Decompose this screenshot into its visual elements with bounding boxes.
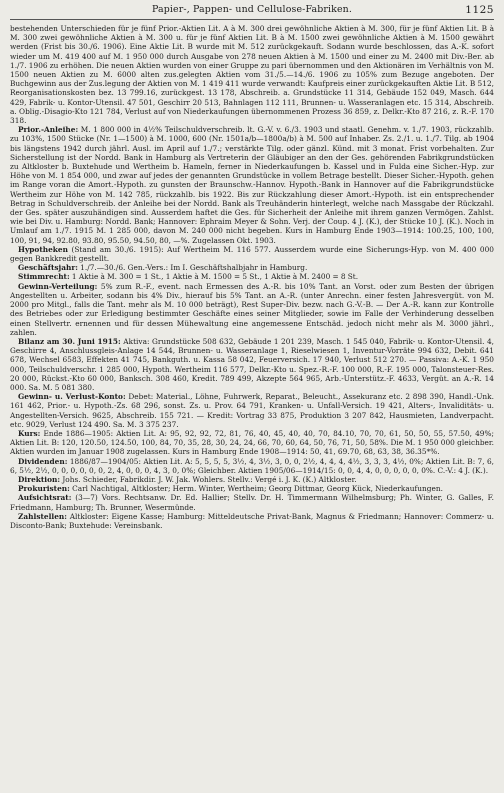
paragraph-prior-anleihe (10, 125, 494, 245)
document-page (0, 3, 504, 793)
paragraph-gewinn-verteilung (10, 282, 494, 337)
paragraph-text: Johs. Schieder, Fabrikdir. J. W. Jak. Wohlers. Stellv.: Vergé i. J. K. (K.) Altkloster. (62, 474, 357, 484)
paragraph-text: Carl Nachtigal, Altkloster; Herm. Winter, Wertheim; Georg Dittmar, Georg Kück, Niederkaufungen. (72, 484, 443, 494)
paragraph-keyword: Gewinn-Verteilung: (18, 281, 98, 291)
paragraph-text: (Stand am 30./6. 1915): Auf Wertheim M. 116 577. Ausserdem wurde eine Sicherungs-Hyp. von M. 400 000 gegen Bankkredit gestellt. (10, 244, 494, 264)
paragraph-hypotheken (10, 245, 494, 263)
paragraph-geschaeftsjahr (10, 263, 494, 272)
paragraph-bilanz (10, 337, 494, 392)
paragraph-direktion (10, 475, 494, 484)
paragraph-zahlstellen (10, 512, 494, 530)
paragraph-text: 1./7.—30./6. Gen.-Vers.: Im I. Geschäftshalbjahr in Hamburg. (80, 263, 308, 273)
paragraph-capital-history (10, 24, 494, 125)
paragraph-text: (3—7) Vors. Rechtsanw. Dr. Ed. Hallier; Stellv. Dr. H. Timmermann Wilhelmsburg; Ph. Winter, G. Galles, F. Friedmann, Hamburg; Th. Brunner, Wesermünde. (10, 493, 494, 512)
body-text (10, 24, 494, 530)
paragraph-keyword: Zahlstellen: (18, 511, 67, 521)
paragraph-text: 1886/87—1904/05: Aktien Lit. A: 5, 5, 5, 5, 3½, 4, 3½, 3, 0, 0, 2½, 4, 4, 4, 4½, 3, 3, 3, 4½, 0%; Aktien Lit. B: 7, 6, 6, 5½, 2½, 0, 0, 0, 0, 0, 0, 2, 4, 0, 0, 0, 4, 3, 0, 0%; Gleichber. Aktien 1905/06—1914/15: 0, 0, 4, 4, 0, 0, 0, 0, 0, 0%. C.-V.: 4 J. (K.). (10, 456, 494, 475)
paragraph-text: 5% zum R.-F., event. nach Ermessen des A.-R. bis 10% Tant. an Vorst. oder zum Besten der übrigen Angestellten u. Arbeiter, sodann bis 4% Div., hierauf bis 5% Tant. an A.-R. (unter Anrechn. einer festen Jahresvergüt. von M. 2000 pro Mitgl., falls die Tant. mehr als M. 10 000 beträgt), Rest Super-Div. bezw. nach G.-V.-B. — Der A.-R. kann zur Kontrolle des Betriebes oder zur Erledigung bestimmter Geschäfte eines seiner Mitglieder, sowie im Falle der Verhinderung desselben einen Stellvertr. ernennen und für dessen Mühewaltung eine angemessene Entschäd. jedoch nicht mehr als M. 3000 jährl., zahlen. (10, 281, 494, 337)
paragraph-keyword: Prokuristen: (18, 484, 70, 494)
paragraph-text: Ende 1886—1905: Aktien Lit. A: 95, 92, 92, 72, 81, 76, 40, 45, 40, 40, 70, 84.10, 70, 70, 61, 50, 50, 55, 57.50, 49%; Aktien Lit. B: 120, 120.50, 124.50, 100, 84, 70, 35, 28, 30, 24, 24, 66, 70, 60, 64, 50, 76, 71, 50, 58%. Die M. 1 950 000 gleichber. Aktien wurden im Januar 1908 zugelassen. Kurs in Hamburg Ende 1908—1914: 50, 41, 69.70, 68, 63, 38, 36.35*%. (10, 428, 494, 457)
paragraph-aufsichtsrat (10, 493, 494, 511)
paragraph-keyword: Hypotheken (18, 244, 68, 254)
paragraph-keyword: Geschäftsjahr: (18, 263, 78, 273)
paragraph-gewinn-verlust (10, 392, 494, 429)
page-number: 1125 (465, 4, 494, 16)
paragraph-text: Altkloster: Eigene Kasse; Hamburg: Mitteldeutsche Privat-Bank, Magnus & Friedmann; Hannover: Commerz- u. Disconto-Bank; Buxtehude: Vereinsbank. (10, 511, 494, 530)
paragraph-keyword: Aufsichtsrat: (18, 493, 72, 503)
paragraph-keyword: Bilanz am 30. Juni 1915: (18, 336, 121, 346)
paragraph-keyword: Direktion: (18, 474, 61, 484)
paragraph-keyword: Stimmrecht: (18, 272, 70, 282)
paragraph-stimmrecht (10, 272, 494, 281)
paragraph-keyword: Gewinn- u. Verlust-Konto: (18, 392, 126, 402)
paragraph-keyword: Dividenden: (18, 456, 68, 466)
running-header (10, 3, 494, 20)
paragraph-text: bestehenden Unterschieden für je fünf Prior.-Aktien Lit. A à M. 300 drei gewöhnliche Aktien à M. 300, für je fünf Aktien Lit. B à M. 300 zwei gewöhnliche Aktien à M. 300 u. für je fünf Aktien Lit. B à M. 1500 zwei gewöhnliche Aktien à M. 1500 gewährt werden (Frist bis 30./6. 1906). Eine Aktie Lit. B wurde mit M. 512 zurückgekauft. Sodann wurde beschlossen, das A.-K. sofort wieder um M. 419 400 auf M. 1 950 000 durch Ausgabe von 278 neuen Aktien à M. 1500 und einer zu M. 2400 mit Div.-Ber. ab 1./7. 1906 zu erhöhen. Die neuen Aktien wurden von einer Gruppe zu pari übernommen und den Aktionären im Verhältnis von M. 1500 neuen Aktien zu M. 6000 alten zus.gelegten Aktien vom 31./5.—14./6. 1906 zu 105% zum Bezuge angeboten. Der Buchgewinn aus der Zus.legung der Aktien von M. 1 419 411 wurde verwandt: Kaufpreis einer zurückgekauften Aktie Lit. B 512, Reorganisationskosten bez. 13 799.16, zurückgest. 13 178, Abschreib. a. Grundstücke 11 314, Gebäude 152 049, Masch. 644 429, Fabrik- u. Kontor-Utensil. 47 501, Geschirr 20 513, Bahnlagen 112 111, Brunnen- u. Wasseranlagen etc. 15 314, Abschreib. a. Oblig.-Disagio-Kto 121 784, Verlust auf von Niederkaufungen übernommenen Prozess 36 859, z. Delkr.-Kto 87 216, z. R.-F. 170 318. (10, 24, 494, 126)
running-title: Papier-, Pappen- und Cellulose-Fabriken. (151, 4, 352, 15)
paragraph-text: Aktiva: Grundstücke 508 632, Gebäude 1 201 239, Masch. 1 545 040, Fabrik- u. Kontor-Utensil. 4, Geschirre 4, Anschlussgleis-Anlage 14 544, Brunnen- u. Wasseranlage 1, Rieselwiesen 1, Inventur-Vorräte 994 632, Debit. 641 678, Wechsel 6583, Effekten 41 745, Bankguth. u. Kassa 58 042, Feuerversich. 17 940, Verlust 512 270. — Passiva: A.-K. 1 950 000, Teilschuldverschr. 1 285 000, Hypoth. Wertheim 116 577, Delkr.-Kto u. Spez.-R.-F. 100 000, R.-F. 195 000, Talonsteuer-Res. 20 000, Rückst.-Kto 60 000, Banksch. 308 460, Kredit. 789 499, Akzepte 564 965, Arb.-Unterstütz.-F. 4633, Vergüt. an A.-R. 14 000. Sa. M. 5 081 380. (10, 336, 494, 392)
paragraph-text: Debet: Material., Löhne, Fuhrwerk, Reparat., Beleucht., Assekuranz etc. 2 898 390, Handl.-Unk. 161 462, Prior.- u. Hypoth.-Zs. 68 296, sonst. Zs. u. Prov. 64 791, Kranken- u. Unfall-Versich. 19 421, Alters-, Invaliditäts- u. Angestellten-Versich. 9625, Abschreib. 155 721. — Kredit: Vortrag 33 875, Produktion 3 207 842, Hausmieten, Landverpacht. etc. 9029, Verlust 124 490. Sa. M. 3 375 237. (10, 392, 494, 429)
paragraph-kurs (10, 429, 494, 457)
paragraph-text: 1 Aktie à M. 300 = 1 St., 1 Aktie à M. 1500 = 5 St., 1 Aktie à M. 2400 = 8 St. (71, 272, 359, 282)
paragraph-keyword: Prior.-Anleihe: (18, 125, 79, 135)
paragraph-keyword: Kurs: (18, 428, 41, 438)
paragraph-dividenden (10, 457, 494, 475)
paragraph-prokuristen (10, 484, 494, 493)
paragraph-text: M. 1 800 000 in 4½% Teilschuldverschreib. lt. G.-V. v. 6./3. 1903 und staatl. Genehm. v. 1./7. 1903, rückzahlb. zu 103%, 1500 Stücke (Nr. 1—1500) à M. 1000, 600 (Nr. 1501a/b—1800a/b) à M. 500 auf Inhaber. Zs. 2./1. u. 1./7. Tilg. ab 1904 bis längstens 1942 durch jährl. Ausl. im April auf 1./7.; verstärkte Tilg. oder gänzl. Künd. mit 3 monat. Frist vorbehalten. Zur Sicherstellung ist der Nordd. Bank in Hamburg als Vertreterin der Gläubiger an den der Ges. gehörenden Fabrikgrundstücken zu Altkloster b. Buxtehude und Wertheim b. Hameln, ferner in Niederkaufungen b. Kassel und in Fulda eine Sicher.-Hyp. zur Höhe von M. 1 854 000, und zwar auf jedes der genannten Grundstücke in vollem Betrage bestellt. Dieser Sicher.-Hypoth. gehen im Range voran die Amort.-Hypoth. zu gunsten der Braunschw.-Hannov. Hypoth.-Bank in Hannover auf die Fabrikgrundstücke Wertheim zur Höhe von M. 142 785, rückzahlb. bis 1922. Bis zur Rückzahlung dieser Amort.-Hypoth. ist ein entsprechender Betrag in Schuldverschreib. der Anleihe bei der Nordd. Bank als Treuhänderin hinterlegt, welche nach Massgabe der Rückzahl. der Ges. später auszuhändigen sind. Ausserdem haftet die Ges. für Sicherheit der Anleihe mit ihrem ganzen Vermögen. Zahlst. wie bei Div. u. Hamburg: Nordd. Bank; Hannover: Ephraim Meyer & Sohn. Verj. der Coup. 4 J. (K.), der Stücke 10 J. (K.). Noch in Umlauf am 1./7. 1915 M. 1 285 000, davon M. 240 000 nicht begeben. Kurs in Hamburg Ende 1903—1914: 100.25, 100, 100, 100, 91, 94, 92.80, 93.80, 95.50, 94.50, 80, —%. Zugelassen Okt. 1903. (10, 125, 494, 245)
